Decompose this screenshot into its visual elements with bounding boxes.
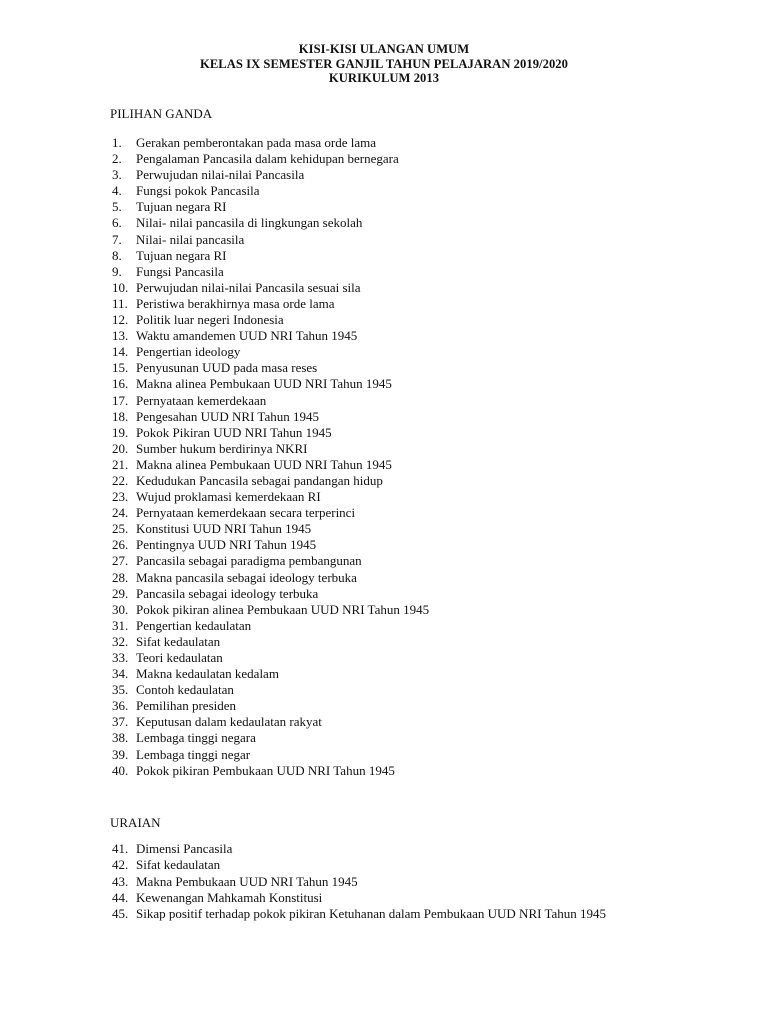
list-item (0, 393, 768, 409)
list-item (0, 841, 768, 857)
item-text: Pernyataan kemerdekaan (136, 392, 267, 408)
item-text: Pancasila sebagai paradigma pembangunan (136, 553, 362, 569)
list-item (0, 602, 768, 618)
item-number: 31. (112, 617, 129, 633)
item-text: Kedudukan Pancasila sebagai pandangan hidup (136, 472, 383, 488)
list-item (0, 489, 768, 505)
item-text: Nilai- nilai pancasila di lingkungan sekolah (136, 215, 363, 231)
list-item (0, 457, 768, 473)
item-text: Pengertian ideology (136, 344, 241, 360)
item-number: 5. (112, 199, 122, 215)
list-item (0, 183, 768, 199)
item-text: Perwujudan nilai-nilai Pancasila sesuai sila (136, 279, 361, 295)
item-text: Makna alinea Pembukaan UUD NRI Tahun 1945 (136, 376, 392, 392)
list-item (0, 586, 768, 602)
item-number: 43. (112, 873, 129, 889)
item-text: Contoh kedaulatan (136, 682, 234, 698)
list-item (0, 135, 768, 151)
item-number: 15. (112, 360, 129, 376)
item-text: Pengalaman Pancasila dalam kehidupan bernegara (136, 151, 399, 167)
list-item (0, 698, 768, 714)
item-text: Pengesahan UUD NRI Tahun 1945 (136, 408, 319, 424)
list-item (0, 425, 768, 441)
item-number: 9. (112, 263, 122, 279)
item-text: Lembaga tinggi negara (136, 730, 256, 746)
item-number: 22. (112, 472, 129, 488)
list-item (0, 199, 768, 215)
item-number: 28. (112, 569, 129, 585)
item-text: Lembaga tinggi negar (136, 746, 251, 762)
list-item (0, 296, 768, 312)
list-item (0, 537, 768, 553)
item-text: Gerakan pemberontakan pada masa orde lama (136, 135, 377, 150)
item-number: 20. (112, 440, 129, 456)
list-item (0, 521, 768, 537)
item-number: 23. (112, 489, 129, 505)
item-number: 40. (112, 762, 129, 778)
item-number: 33. (112, 650, 129, 665)
item-number: 11. (112, 295, 128, 311)
item-text: Nilai- nilai pancasila (136, 231, 245, 247)
list-item (0, 730, 768, 746)
item-text: Keputusan dalam kedaulatan rakyat (136, 714, 322, 730)
item-text: Peristiwa berakhirnya masa orde lama (136, 295, 335, 311)
item-text: Pancasila sebagai ideology terbuka (136, 585, 319, 601)
item-text: Waktu amandemen UUD NRI Tahun 1945 (136, 328, 358, 344)
list-item (0, 312, 768, 328)
item-number: 30. (112, 601, 129, 617)
uraian-list (0, 841, 768, 922)
item-number: 44. (112, 889, 129, 905)
item-text: Fungsi Pancasila (136, 263, 224, 279)
item-number: 38. (112, 730, 129, 746)
list-item (0, 890, 768, 906)
list-item (0, 248, 768, 264)
header-title: KISI-KISI ULANGAN UMUM (298, 42, 470, 56)
item-text: Pengertian kedaulatan (136, 617, 252, 633)
header-subtitle: KELAS IX SEMESTER GANJIL TAHUN PELAJARAN 2019/2020 (199, 56, 568, 71)
item-number: 3. (112, 167, 122, 183)
list-item (0, 666, 768, 682)
item-text: Fungsi pokok Pancasila (136, 183, 260, 199)
item-text: Sifat kedaulatan (136, 633, 221, 649)
list-item (0, 264, 768, 280)
list-item (0, 167, 768, 183)
item-text: Makna alinea Pembukaan UUD NRI Tahun 1945 (136, 456, 392, 472)
item-number: 27. (112, 553, 129, 569)
item-number: 39. (112, 746, 129, 762)
item-number: 21. (112, 456, 129, 472)
item-number: 41. (112, 841, 129, 856)
list-item (0, 505, 768, 521)
item-text: Tujuan negara RI (136, 247, 227, 263)
section-title-pilihan-ganda: PILIHAN GANDA (110, 106, 213, 121)
item-number: 32. (112, 633, 129, 649)
item-text: Wujud proklamasi kemerdekaan RI (136, 489, 321, 505)
item-number: 24. (112, 505, 129, 521)
item-text: Makna Pembukaan UUD NRI Tahun 1945 (136, 873, 358, 889)
item-number: 25. (112, 521, 129, 537)
item-number: 34. (112, 666, 129, 682)
pilihan-ganda-list (0, 135, 768, 779)
item-number: 7. (112, 231, 122, 247)
list-item (0, 553, 768, 569)
item-number: 19. (112, 424, 129, 440)
list-item (0, 215, 768, 231)
item-text: Teori kedaulatan (136, 650, 223, 665)
item-number: 6. (112, 215, 122, 231)
list-item (0, 280, 768, 296)
list-item (0, 747, 768, 763)
list-item (0, 570, 768, 586)
item-text: Sikap positif terhadap pokok pikiran Ketuhanan dalam Pembukaan UUD NRI Tahun 1945 (136, 906, 607, 922)
item-text: Sumber hukum berdirinya NKRI (136, 440, 308, 456)
item-number: 45. (112, 906, 129, 922)
list-item (0, 906, 768, 922)
item-number: 37. (112, 714, 129, 730)
item-number: 10. (112, 279, 129, 295)
item-text: Pentingnya UUD NRI Tahun 1945 (136, 537, 317, 553)
item-text: Dimensi Pancasila (136, 841, 233, 856)
item-number: 29. (112, 585, 129, 601)
list-item (0, 874, 768, 890)
item-number: 4. (112, 183, 122, 199)
item-text: Pokok pikiran alinea Pembukaan UUD NRI Tahun 1945 (136, 601, 430, 617)
list-item (0, 634, 768, 650)
list-item (0, 763, 768, 779)
item-text: Sifat kedaulatan (136, 857, 221, 873)
list-item (0, 151, 768, 167)
item-text: Tujuan negara RI (136, 199, 227, 215)
item-number: 2. (112, 151, 122, 167)
list-item (0, 650, 768, 666)
item-number: 36. (112, 698, 129, 714)
list-item (0, 682, 768, 698)
item-number: 26. (112, 537, 129, 553)
item-number: 12. (112, 312, 129, 328)
item-number: 8. (112, 247, 122, 263)
list-item (0, 360, 768, 376)
item-text: Pemilihan presiden (136, 698, 237, 714)
item-number: 18. (112, 408, 129, 424)
item-text: Kewenangan Mahkamah Konstitusi (136, 889, 323, 905)
item-number: 16. (112, 376, 129, 392)
item-text: Perwujudan nilai-nilai Pancasila (136, 167, 305, 183)
list-item (0, 441, 768, 457)
item-text: Pokok Pikiran UUD NRI Tahun 1945 (136, 424, 332, 440)
list-item (0, 714, 768, 730)
item-text: Makna pancasila sebagai ideology terbuka (136, 569, 357, 585)
list-item (0, 232, 768, 248)
list-item (0, 409, 768, 425)
item-number: 42. (112, 857, 129, 873)
list-item (0, 328, 768, 344)
list-item (0, 618, 768, 634)
list-item (0, 857, 768, 873)
item-number: 1. (112, 135, 122, 150)
item-number: 17. (112, 392, 129, 408)
item-text: Penyusunan UUD pada masa reses (136, 360, 318, 376)
section-title-uraian: URAIAN (110, 815, 161, 830)
document-header (0, 42, 768, 86)
item-number: 13. (112, 328, 129, 344)
item-number: 35. (112, 682, 129, 698)
header-curriculum: KURIKULUM 2013 (328, 71, 440, 85)
item-text: Pernyataan kemerdekaan secara terperinci (136, 505, 356, 521)
item-text: Politik luar negeri Indonesia (136, 312, 284, 328)
list-item (0, 473, 768, 489)
list-item (0, 376, 768, 392)
list-item (0, 344, 768, 360)
item-text: Pokok pikiran Pembukaan UUD NRI Tahun 1945 (136, 762, 395, 778)
item-number: 14. (112, 344, 129, 360)
item-text: Makna kedaulatan kedalam (136, 666, 279, 682)
item-text: Konstitusi UUD NRI Tahun 1945 (136, 521, 312, 537)
